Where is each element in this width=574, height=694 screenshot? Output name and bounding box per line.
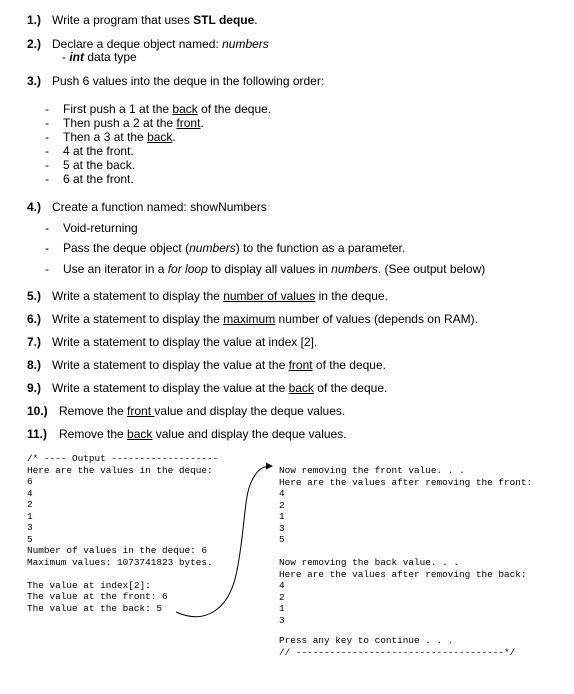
output-line: 3 xyxy=(27,522,33,533)
bullet-dash: - xyxy=(45,144,49,158)
output-line: Press any key to continue . . . xyxy=(279,635,454,646)
text-run: value and display the deque values. xyxy=(152,427,347,441)
item-number: 4.) xyxy=(27,200,42,214)
text-run: numbers xyxy=(222,37,269,51)
item-number: 1.) xyxy=(27,13,42,27)
output-line: 5 xyxy=(27,533,33,545)
text-run: of the deque. xyxy=(197,102,272,116)
text-run: 5 at the back. xyxy=(63,158,136,172)
output-line: /* ---- Output ------------------- xyxy=(27,453,219,464)
text-run: Create a function named: showNumbers xyxy=(52,200,267,214)
text-run: numbers xyxy=(331,262,378,276)
output-line: Maximum values: 1073741823 bytes. xyxy=(27,556,213,568)
bullet-dash: - xyxy=(45,158,49,172)
text-run: Push 6 values into the deque in the following order: xyxy=(52,74,325,88)
text-run: Then a 3 at the xyxy=(63,130,148,144)
text-run: Then push a 2 at the xyxy=(63,116,177,130)
item-number: 6.) xyxy=(27,312,42,326)
text-run: front xyxy=(176,116,201,130)
output-line: Here are the values after removing the front: xyxy=(279,476,533,488)
text-run: of the deque. xyxy=(313,381,388,395)
bullet-dash: - xyxy=(45,262,49,276)
text-run: ) to the function as a parameter. xyxy=(235,241,406,255)
item-number: 7.) xyxy=(27,335,42,349)
text-run: Remove the xyxy=(59,404,128,418)
item-number: 8.) xyxy=(27,358,42,372)
bullet-dash: - xyxy=(45,130,49,144)
output-line: 2 xyxy=(279,591,285,603)
text-run: . (See output below) xyxy=(377,262,486,276)
output-line: 2 xyxy=(279,499,285,511)
text-run: in the deque. xyxy=(315,289,388,303)
output-line: 1 xyxy=(279,511,285,522)
text-run: Declare a deque object named: xyxy=(52,37,223,51)
item-number: 5.) xyxy=(27,289,42,303)
item-number: 3.) xyxy=(27,74,42,88)
output-line: 3 xyxy=(279,522,285,534)
text-run: back xyxy=(147,130,173,144)
output-line: // -------------------------------------*/ xyxy=(279,646,516,658)
text-run: maximum xyxy=(223,312,276,326)
output-line: The value at the back: 5 xyxy=(27,602,163,614)
text-run: front xyxy=(127,404,155,418)
item-number: 9.) xyxy=(27,381,42,395)
output-line: Here are the values after removing the back: xyxy=(279,568,527,580)
text-run: int xyxy=(69,50,85,64)
text-run: STL deque xyxy=(193,13,255,27)
output-line: 1 xyxy=(27,510,33,522)
text-run: Write a statement to display the value at index [2]. xyxy=(52,335,318,349)
item-number: 10.) xyxy=(27,404,48,418)
item-number: 11.) xyxy=(27,427,48,441)
output-line: Now removing the front value. . . xyxy=(279,465,465,476)
text-run: back xyxy=(288,381,314,395)
output-line: 3 xyxy=(279,614,285,626)
text-run: data type xyxy=(84,50,137,64)
text-run: . xyxy=(200,116,204,130)
text-run: . xyxy=(172,130,176,144)
text-run: Write a statement to display the xyxy=(52,289,224,303)
output-line: 1 xyxy=(279,603,285,614)
text-run: Use an iterator in a xyxy=(63,262,168,276)
text-run: Write a program that uses xyxy=(52,13,194,27)
bullet-dash: - xyxy=(45,241,49,255)
output-line: Here are the values in the deque: xyxy=(27,464,213,476)
text-run: Pass the deque object ( xyxy=(63,241,190,255)
output-line: Now removing the back value. . . xyxy=(279,557,460,568)
output-line: The value at the front: 6 xyxy=(27,591,168,602)
text-run: front xyxy=(288,358,313,372)
item-number: 2.) xyxy=(27,37,42,51)
output-line: 5 xyxy=(279,534,285,545)
text-run: - xyxy=(62,50,70,64)
output-line: Number of values in the deque: 6 xyxy=(27,545,208,556)
text-run: First push a 1 at the xyxy=(63,102,173,116)
text-run: number of values (depends on RAM). xyxy=(275,312,478,326)
text-run: value and display the deque values. xyxy=(154,404,346,418)
text-run: Remove the xyxy=(59,427,128,441)
text-run: 4 at the front. xyxy=(63,144,134,158)
text-run: number of values xyxy=(223,289,316,303)
text-run: to display all values in xyxy=(207,262,332,276)
bullet-dash: - xyxy=(45,102,49,116)
text-run: Write a statement to display the value at the xyxy=(52,358,289,372)
text-run: back xyxy=(172,102,198,116)
text-run: numbers xyxy=(189,241,236,255)
text-run: back xyxy=(127,427,153,441)
text-run: of the deque. xyxy=(312,358,386,372)
output-line: 4 xyxy=(279,488,285,499)
bullet-dash: - xyxy=(45,116,49,130)
output-line: 4 xyxy=(279,580,285,591)
text-run: Write a statement to display the xyxy=(52,312,224,326)
output-line: The value at index[2]: xyxy=(27,579,151,591)
text-run: Write a statement to display the value at the xyxy=(52,381,289,395)
bullet-dash: - xyxy=(45,221,49,235)
output-line: 2 xyxy=(27,499,33,510)
text-run: 6 at the front. xyxy=(63,172,134,186)
text-run: . xyxy=(254,13,258,27)
text-run: for loop xyxy=(167,262,208,276)
bullet-dash: - xyxy=(45,172,49,186)
output-line: 6 xyxy=(27,476,33,487)
output-line: 4 xyxy=(27,487,33,499)
text-run: Void-returning xyxy=(63,221,138,235)
